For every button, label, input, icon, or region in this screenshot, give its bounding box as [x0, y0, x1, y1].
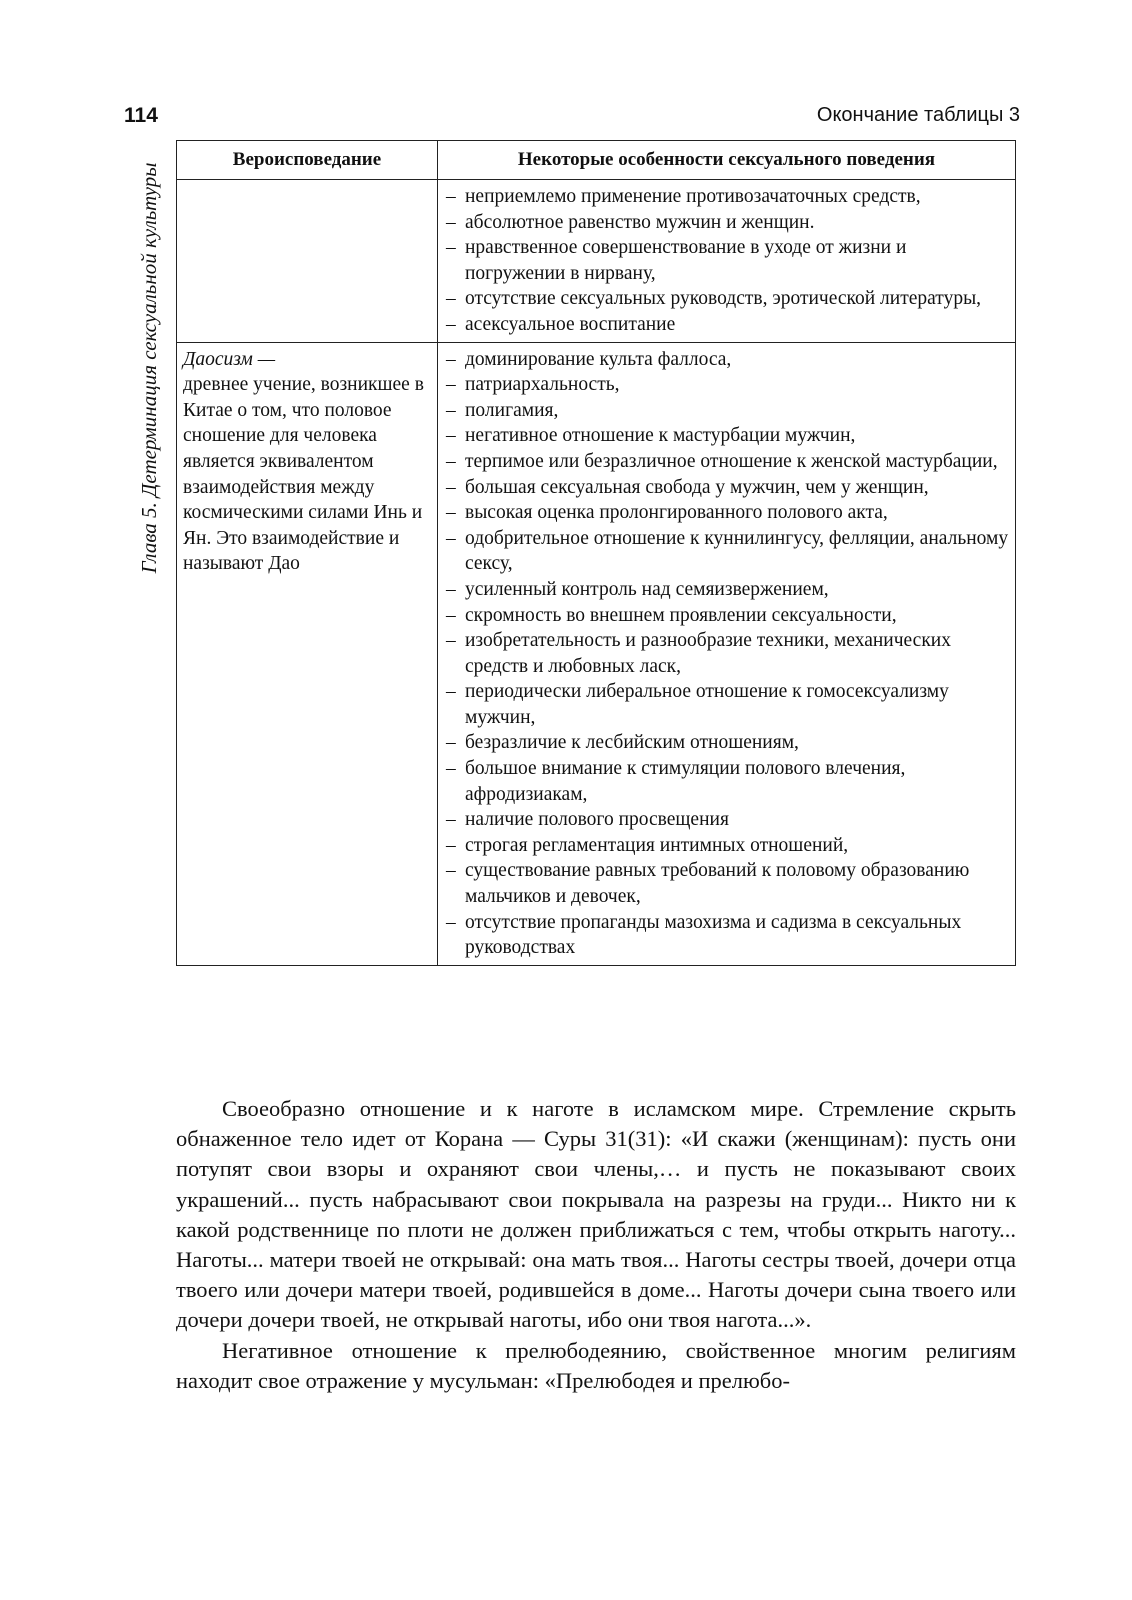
paragraph: Негативное отношение к прелюбодеянию, свойственное многим религиям находит свое отражение у мусульман: «Прелюбодея и прелюбо-: [176, 1337, 1016, 1393]
religion-cell: [177, 180, 438, 343]
list-item: – отсутствие пропаганды мазохизма и садизма в сексуальных руководствах: [446, 910, 1011, 961]
list-item: – наличие полового просвещения: [446, 807, 1011, 833]
list-item: – высокая оценка пролонгированного полового акта,: [446, 500, 1011, 526]
col-header-features: Некоторые особенности сексуального поведения: [438, 141, 1016, 180]
list-item: – безразличие к лесбийским отношениям,: [446, 730, 1011, 756]
running-head: [134, 158, 164, 578]
running-head-text: Глава 5. Детерминация сексуальной культуры: [137, 162, 161, 574]
page-number: 114: [124, 104, 158, 127]
paragraph: Своеобразно отношение и к наготе в исламском мире. Стремление скрыть обнаженное тело идет от Корана — Суры 31(31): «И скажи (женщинам): пусть они потупят свои взоры и охраняют свои члены,… и пусть не показывают своих украшений... пусть набрасывают свои покрывала на разрезы на груди... Никто ни к какой родственнице по плоти не должен приближаться с тем, чтобы открыть наготу... Наготы... матери твоей не открывай: она мать твоя... Наготы сестры твоей, дочери отца твоего или дочери матери твоей, родившейся в доме... Наготы дочери сына твоего или дочери дочери твоей, не открывай наготы, ибо они твоя нагота...».: [176, 1096, 1016, 1333]
list-item: – нравственное совершенствование в уходе от жизни и погружении в нирвану,: [446, 235, 1011, 286]
features-list: [446, 347, 1011, 961]
list-item: – изобретательность и разнообразие техники, механических средств и любовных ласк,: [446, 628, 1011, 679]
features-cell: [438, 342, 1016, 965]
list-item: – существование равных требований к половому образованию мальчиков и девочек,: [446, 858, 1011, 909]
list-item: – асексуальное воспитание: [446, 312, 1011, 338]
list-item: – строгая регламентация интимных отношений,: [446, 833, 1011, 859]
list-item: – неприемлемо применение противозачаточных средств,: [446, 184, 1011, 210]
features-cell: [438, 180, 1016, 343]
features-list: [446, 184, 1011, 338]
table-header-row: [177, 141, 1016, 180]
list-item: – большая сексуальная свобода у мужчин, чем у женщин,: [446, 475, 1011, 501]
list-item: – периодически либеральное отношение к гомосексуализму мужчин,: [446, 679, 1011, 730]
list-item: – терпимое или безразличное отношение к женской мастурбации,: [446, 449, 1011, 475]
table-row: [177, 342, 1016, 965]
list-item: – усиленный контроль над семяизвержением,: [446, 577, 1011, 603]
list-item: – скромность во внешнем проявлении сексуальности,: [446, 603, 1011, 629]
religion-table: [176, 140, 1016, 966]
religion-cell: [177, 342, 438, 965]
col-header-religion: Вероисповедание: [177, 141, 438, 180]
table-row: [177, 180, 1016, 343]
list-item: – абсолютное равенство мужчин и женщин.: [446, 210, 1011, 236]
religion-description: древнее учение, возникшее в Китае о том, что половое сношение для человека является эквивалентом взаимодействия между космическими силами Инь и Ян. Это взаимодействие и называют Дао: [183, 374, 424, 575]
religion-term: Даосизм —: [183, 348, 276, 370]
list-item: – большое внимание к стимуляции полового влечения, афродизиакам,: [446, 756, 1011, 807]
list-item: – доминирование культа фаллоса,: [446, 347, 1011, 373]
list-item: – патриархальность,: [446, 372, 1011, 398]
body-text: [176, 1094, 1016, 1396]
list-item: – одобрительное отношение к куннилингусу, фелляции, анальному сексу,: [446, 526, 1011, 577]
list-item: – отсутствие сексуальных руководств, эротической литературы,: [446, 286, 1011, 312]
list-item: – полигамия,: [446, 398, 1011, 424]
list-item: – негативное отношение к мастурбации мужчин,: [446, 423, 1011, 449]
table-continuation-caption: Окончание таблицы 3: [816, 104, 1020, 126]
